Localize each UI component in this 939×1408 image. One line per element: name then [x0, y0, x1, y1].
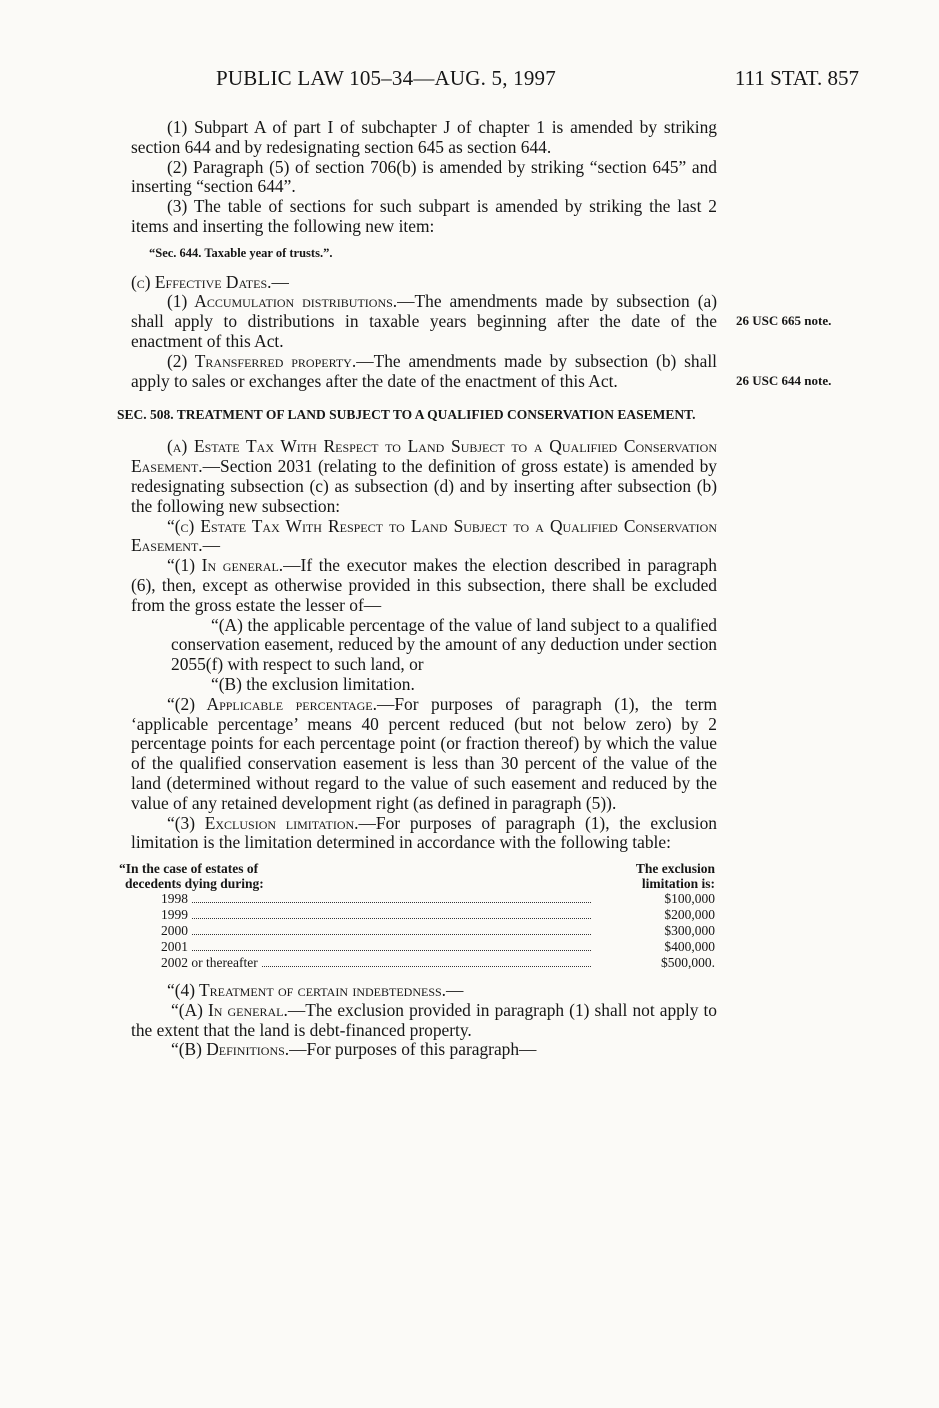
paragraph-c1-heading: (1) Accumulation distributions.	[167, 291, 398, 312]
subsection-c-heading	[131, 273, 717, 293]
table-row-limit: $200,000	[664, 907, 715, 923]
exclusion-limitation-table	[119, 861, 715, 971]
clause-indebtedness-A	[131, 1001, 717, 1041]
table-header-limitation-line2: limitation is:	[641, 876, 715, 892]
dot-leader	[192, 934, 591, 935]
paragraph-2: (2) Paragraph (5) of section 706(b) is amended by striking “section 645” and inserting “section 644”.	[131, 156, 717, 197]
dot-leader	[262, 966, 591, 967]
dot-leader	[192, 918, 591, 919]
paragraph-1: (1) Subpart A of part I of subchapter J of chapter 1 is amended by striking section 644 and by redesignating section 645 as section 644.	[131, 117, 717, 157]
paragraph-c2-heading: (2) Transferred property.	[167, 350, 357, 371]
paragraph-c1-text: —The amendments made by subsection (a) shall apply to distributions in taxable years beginning after the date of the enactment of this Act.	[131, 291, 717, 351]
table-row-year: 2000	[161, 923, 188, 939]
table-of-sections-item: “Sec. 644. Taxable year of trusts.”.	[149, 245, 333, 260]
clause-indebtedness-B	[131, 1040, 717, 1060]
section-508-heading: SEC. 508. TREATMENT OF LAND SUBJECT TO A QUALIFIED CONSERVATION EASEMENT.	[117, 407, 696, 423]
table-row-year: 1999	[161, 907, 188, 923]
paragraph-general-heading: “(1) In general.	[167, 555, 284, 576]
table-header-decedents	[119, 861, 595, 891]
dot-leader	[192, 902, 591, 903]
subsection-a	[131, 437, 717, 516]
clause-B: “(B) the exclusion limitation.	[211, 673, 415, 694]
table-row-year: 2001	[161, 939, 188, 955]
new-subsection-c-heading-text: “(c) Estate Tax With Respect to Land Subject to a Qualified Conservation Easement.—	[131, 515, 717, 556]
paragraph-c1	[131, 292, 717, 351]
table-row-year: 2002 or thereafter	[161, 955, 258, 971]
table-row-year: 1998	[161, 891, 188, 907]
dot-leader	[192, 950, 591, 951]
page-header	[0, 66, 939, 96]
paragraph-c2	[131, 352, 717, 392]
table-row	[119, 923, 715, 939]
subsection-a-heading: (a) Estate Tax With Respect to Land Subject to a Qualified Conservation Easement.	[131, 436, 717, 477]
table-header-limitation	[595, 861, 715, 891]
table-row	[119, 939, 715, 955]
indebtedness-B-heading: “(B) Definitions.	[171, 1039, 290, 1060]
document-body	[117, 117, 717, 1060]
table-header-decedents-line2: decedents dying during:	[125, 876, 264, 892]
paragraph-general-text: —If the executor makes the election described in paragraph (6), then, except as otherwise provided in this subsection, there shall be excluded from the gross estate the lesser of—	[131, 555, 717, 615]
indebtedness-A-text: —The exclusion provided in paragraph (1) shall not apply to the extent that the land is debt-financed property.	[131, 999, 717, 1040]
table-header-limitation-line1: The exclusion	[635, 861, 715, 877]
table-row-limit: $100,000	[664, 891, 715, 907]
applicable-percentage-heading: “(2) Applicable percentage.	[167, 693, 377, 714]
paragraph-exclusion-limitation	[131, 814, 717, 854]
table-row	[119, 891, 715, 907]
table-header-row	[119, 861, 715, 891]
table-row-limit: $500,000.	[661, 955, 715, 971]
paragraph-applicable-percentage	[131, 695, 717, 814]
paragraph-3: (3) The table of sections for such subpart is amended by striking the last 2 items and inserting the following new item:	[131, 196, 717, 236]
new-subsection-c-heading	[131, 517, 717, 557]
table-row	[119, 955, 715, 971]
paragraph-indebtedness-heading	[131, 981, 717, 1001]
statute-page-number: 111 STAT. 857	[734, 66, 859, 90]
margin-note-644: 26 USC 644 note.	[736, 373, 832, 388]
table-header-decedents-line1: “In the case of estates of	[119, 861, 259, 877]
paragraph-general	[131, 556, 717, 615]
indebtedness-B-text: —For purposes of this paragraph—	[289, 1039, 537, 1060]
running-title: PUBLIC LAW 105–34—AUG. 5, 1997	[216, 66, 556, 90]
indebtedness-A-heading: “(A) In general.	[171, 999, 288, 1020]
table-row-limit: $400,000	[664, 939, 715, 955]
exclusion-limitation-text: —For purposes of paragraph (1), the exclusion limitation is the limitation determined in accordance with the following table:	[131, 812, 717, 853]
applicable-percentage-text: —For purposes of paragraph (1), the term ‘applicable percentage’ means 40 percent reduced (but not below zero) by 2 percentage points for each percentage point (or fraction thereof) by which the value of the qualified conservation easement is less than 30 percent of the value of the land (determined without regard to the value of such easement and reduced by the value of any retained development right (as defined in paragraph (5)).	[131, 693, 717, 813]
subsection-c-heading-text: (c) Effective Dates.—	[131, 271, 289, 292]
margin-note-665: 26 USC 665 note.	[736, 313, 832, 328]
paragraph-c2-text: —The amendments made by subsection (b) shall apply to sales or exchanges after the date of the enactment of this Act.	[131, 350, 717, 391]
subsection-a-text: —Section 2031 (relating to the definition of gross estate) is amended by redesignating subsection (c) as subsection (d) and by inserting after subsection (b) the following new subsection:	[131, 456, 717, 516]
clause-A: “(A) the applicable percentage of the value of land subject to a qualified conservation easement, reduced by the amount of any deduction under section 2055(f) with respect to such land, or	[171, 614, 717, 675]
table-row	[119, 907, 715, 923]
table-row-limit: $300,000	[664, 923, 715, 939]
exclusion-limitation-heading: “(3) Exclusion limitation.	[167, 812, 359, 833]
indebtedness-heading-text: “(4) Treatment of certain indebtedness.—	[167, 980, 464, 1001]
